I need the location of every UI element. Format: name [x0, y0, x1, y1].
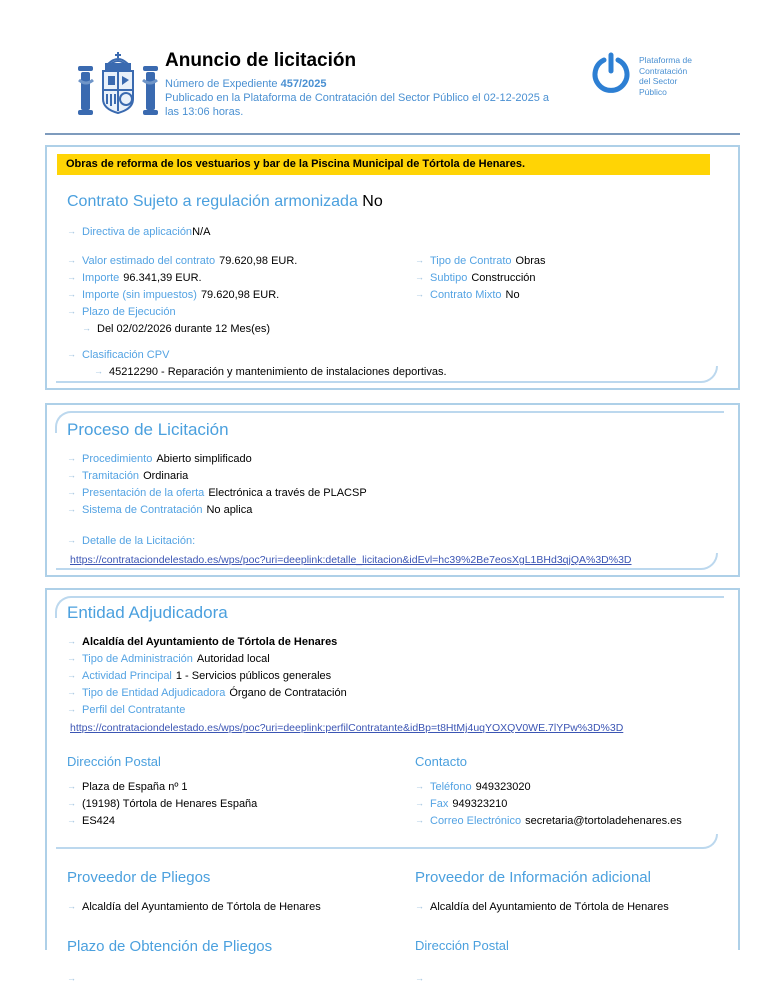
- published-line-2: las 13:06 horas.: [165, 106, 244, 118]
- field-directiva: → Directiva de aplicaciónN/A: [67, 226, 211, 238]
- direccion-line: → Plaza de España nº 1: [67, 781, 188, 793]
- plazo-obtencion-heading: Plazo de Obtención de Pliegos: [67, 938, 273, 955]
- power-icon: [590, 52, 632, 94]
- bullet-arrow-icon: →: [67, 535, 76, 545]
- expediente-value: 457/2025: [280, 78, 327, 90]
- logo-text-line: del Sector: [639, 76, 678, 86]
- bullet-arrow-icon: →: [415, 973, 424, 983]
- spain-coat-of-arms: [75, 50, 161, 126]
- panel-entidad: [45, 588, 740, 983]
- field-correo-electronico: → Correo Electrónico secretaria@tortoladehenares.es: [415, 815, 682, 827]
- bullet-arrow-icon: →: [67, 653, 76, 663]
- bullet-arrow-icon: →: [67, 289, 76, 299]
- field-fax: → Fax 949323210: [415, 798, 508, 810]
- field-tipo-administracion: → Tipo de Administración Autoridad local: [67, 653, 270, 665]
- proceso-heading: Proceso de Licitación: [67, 420, 229, 439]
- field-tramitacion: → Tramitación Ordinaria: [67, 470, 189, 482]
- field-importe-sin-impuestos: → Importe (sin impuestos) 79.620,98 EUR.: [67, 289, 280, 301]
- panel-proceso: [45, 403, 740, 577]
- proveedor-pliegos-heading: Proveedor de Pliegos: [67, 869, 211, 886]
- contacto-heading: Contacto: [415, 754, 468, 769]
- bullet-arrow-icon: →: [67, 781, 76, 791]
- bullet-arrow-icon: →: [94, 366, 103, 376]
- bullet-arrow-icon: →: [67, 504, 76, 514]
- entidad-heading: Entidad Adjudicadora: [67, 603, 228, 622]
- plazo-obtencion-cutoff: [51, 971, 399, 988]
- bullet-arrow-icon: →: [67, 470, 76, 480]
- published-line-1: Publicado en la Plataforma de Contratación del Sector Público el 02-12-2025 a: [165, 92, 550, 104]
- placsp-logo-text: [639, 52, 692, 97]
- field-contrato-mixto: → Contrato Mixto No: [415, 289, 520, 301]
- logo-text-line: Contratación: [639, 65, 688, 76]
- bullet-arrow-icon: →: [415, 781, 424, 791]
- perfil-contratante-link[interactable]: https://contrataciondelestado.es/wps/poc?uri=deeplink:perfilContratante&idBp=t8HtMj4uqYOXQV0WE.7lYPw%3D%3D: [70, 722, 624, 734]
- bullet-arrow-icon: →: [67, 487, 76, 497]
- bullet-arrow-icon: →: [67, 453, 76, 463]
- logo-text-line: Público: [639, 86, 667, 97]
- field-valor-estimado: → Valor estimado del contrato 79.620,98 EUR.: [67, 255, 298, 267]
- logo-text-line: Plataforma de: [639, 55, 692, 65]
- direccion-postal2-cutoff: [399, 971, 738, 988]
- field-sistema-contratacion: → Sistema de Contratación No aplica: [67, 504, 253, 516]
- document-header: [75, 48, 728, 128]
- entidad-nombre: → Alcaldía del Ayuntamiento de Tórtola de Henares: [67, 636, 338, 648]
- section-divider-curl: [56, 834, 718, 849]
- bullet-arrow-icon: →: [415, 815, 424, 825]
- bullet-arrow-icon: →: [415, 901, 424, 911]
- bullet-arrow-icon: →: [67, 670, 76, 680]
- bullet-arrow-icon: →: [67, 973, 76, 983]
- bullet-arrow-icon: →: [67, 272, 76, 282]
- contract-heading-value: No: [362, 193, 383, 210]
- direccion-line: → ES424: [67, 815, 116, 827]
- field-telefono: → Teléfono 949323020: [415, 781, 531, 793]
- bullet-arrow-icon: →: [67, 306, 76, 316]
- bullet-arrow-icon: →: [67, 255, 76, 265]
- direccion-line: → (19198) Tórtola de Henares España: [67, 798, 258, 810]
- field-tipo-contrato: → Tipo de Contrato Obras: [415, 255, 546, 267]
- direccion-postal-heading: Dirección Postal: [67, 754, 161, 769]
- direccion-postal2-heading: Dirección Postal: [415, 938, 509, 953]
- contacto-block: [399, 779, 738, 830]
- expediente-line: [165, 77, 595, 91]
- field-cpv: → Clasificación CPV: [67, 349, 170, 361]
- bullet-arrow-icon: →: [67, 901, 76, 911]
- contract-left-column: [51, 253, 399, 338]
- bullet-arrow-icon: →: [82, 323, 91, 333]
- field-subtipo: → Subtipo Construcción: [415, 272, 536, 284]
- field-plazo-ejecucion: → Plazo de Ejecución: [67, 306, 176, 318]
- proveedor-info-heading: Proveedor de Información adicional: [415, 869, 651, 886]
- contract-heading: [67, 193, 738, 211]
- bullet-arrow-icon: →: [67, 636, 76, 646]
- tender-title-banner: Obras de reforma de los vestuarios y bar de la Piscina Municipal de Tórtola de Henares.: [57, 154, 710, 175]
- panel-contrato: [45, 145, 740, 390]
- field-procedimiento: → Procedimiento Abierto simplificado: [67, 453, 252, 465]
- detalle-licitacion-link[interactable]: https://contrataciondelestado.es/wps/poc?uri=deeplink:detalle_licitacion&idEvl=hc39%2Be7eosXgL1BHd3qjQA%3D%3D: [70, 554, 632, 566]
- proveedor-pliegos-valor: → Alcaldía del Ayuntamiento de Tórtola de Henares: [67, 901, 321, 913]
- bullet-arrow-icon: →: [415, 289, 424, 299]
- bullet-arrow-icon: →: [67, 226, 76, 236]
- bullet-arrow-icon: →: [67, 704, 76, 714]
- bullet-arrow-icon: →: [67, 349, 76, 359]
- field-presentacion-oferta: → Presentación de la oferta Electrónica a través de PLACSP: [67, 487, 367, 499]
- expediente-label: Número de Expediente: [165, 78, 278, 90]
- bullet-arrow-icon: →: [415, 798, 424, 808]
- contract-right-column: [399, 253, 738, 338]
- bullet-arrow-icon: →: [67, 687, 76, 697]
- bullet-arrow-icon: →: [415, 255, 424, 265]
- field-perfil-contratante: → Perfil del Contratante: [67, 704, 186, 716]
- proveedor-info-valor: → Alcaldía del Ayuntamiento de Tórtola de Henares: [415, 901, 669, 913]
- bullet-arrow-icon: →: [67, 798, 76, 808]
- page-title: Anuncio de licitación: [165, 50, 357, 71]
- field-actividad-principal: → Actividad Principal 1 - Servicios públicos generales: [67, 670, 332, 682]
- direccion-postal-block: [51, 779, 399, 830]
- contract-heading-label: Contrato Sujeto a regulación armonizada: [67, 193, 358, 210]
- field-plazo-valor: → Del 02/02/2026 durante 12 Mes(es): [82, 323, 271, 335]
- field-detalle-licitacion: → Detalle de la Licitación:: [67, 535, 196, 547]
- bullet-arrow-icon: →: [67, 815, 76, 825]
- field-cpv-valor: → 45212290 - Reparación y mantenimiento de instalaciones deportivas.: [94, 366, 447, 378]
- field-importe: → Importe 96.341,39 EUR.: [67, 272, 202, 284]
- field-tipo-entidad: → Tipo de Entidad Adjudicadora Órgano de Contratación: [67, 687, 347, 699]
- header-divider: [45, 133, 740, 135]
- bullet-arrow-icon: →: [415, 272, 424, 282]
- placsp-logo: [590, 52, 720, 97]
